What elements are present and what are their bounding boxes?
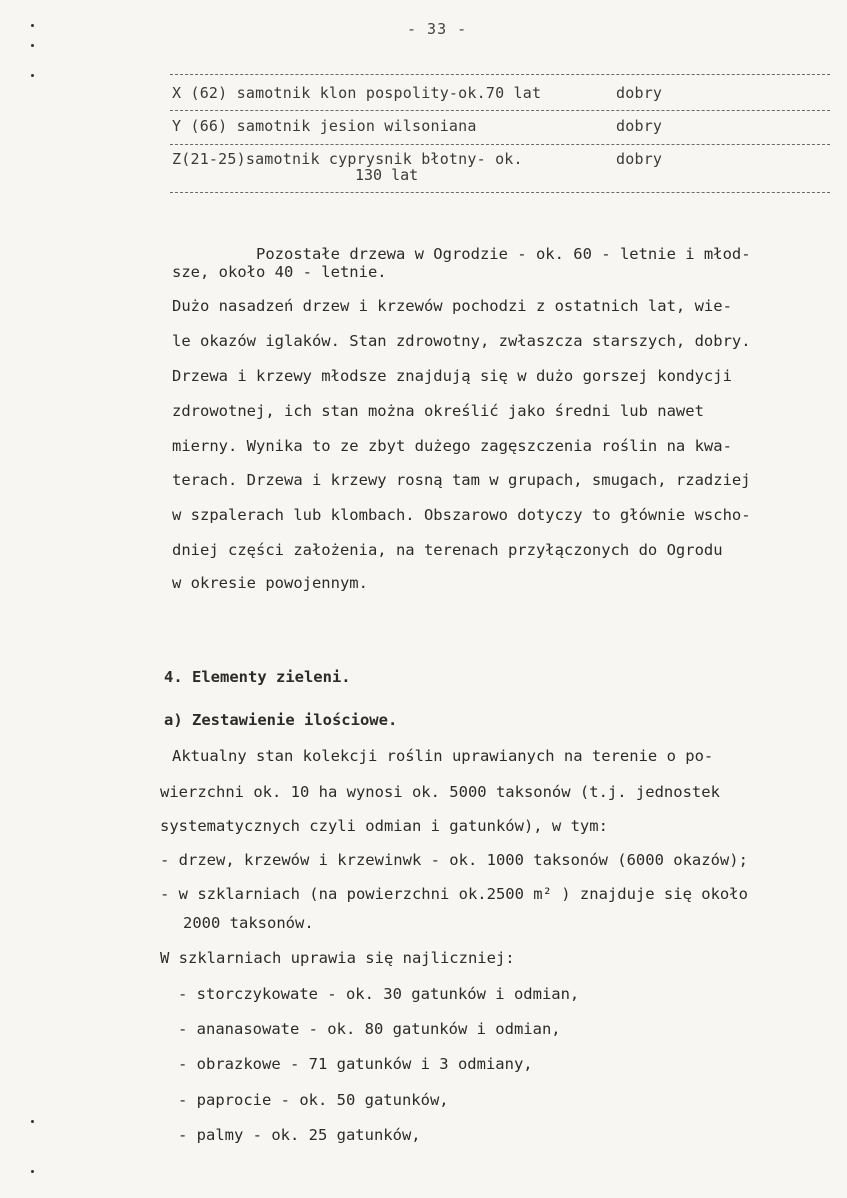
page-number: - 33 -	[407, 20, 468, 38]
table-row-desc-continued: 130 lat	[355, 166, 419, 184]
paragraph-line: W szklarniach uprawia się najliczniej:	[160, 949, 515, 967]
paragraph-line: 2000 taksonów.	[183, 914, 314, 932]
paragraph-line: zdrowotnej, ich stan można określić jako średni lub nawet	[172, 402, 704, 420]
paragraph-line: - w szklarniach (na powierzchni ok.2500 m² ) znajduje się około	[160, 885, 748, 903]
paragraph-line: Pozostałe drzewa w Ogrodzie - ok. 60 - letnie i młod-	[256, 245, 751, 263]
paragraph-line: systematycznych czyli odmian i gatunków), w tym:	[160, 817, 608, 835]
table-row-condition: dobry	[616, 150, 663, 168]
table-row-desc: X (62) samotnik klon pospolity-ok.70 lat	[172, 84, 542, 102]
table-rule	[170, 110, 830, 111]
paragraph-line: Dużo nasadzeń drzew i krzewów pochodzi z ostatnich lat, wie-	[172, 297, 732, 315]
paragraph-line: mierny. Wynika to ze zbyt dużego zagęszczenia roślin na kwa-	[172, 437, 732, 455]
margin-mark	[31, 24, 34, 27]
list-item: - obrazkowe - 71 gatunków i 3 odmiany,	[178, 1055, 533, 1073]
section-heading: 4. Elementy zieleni.	[164, 668, 351, 686]
list-item: - ananasowate - ok. 80 gatunków i odmian,	[178, 1020, 561, 1038]
margin-mark	[31, 1170, 34, 1173]
paragraph-line: Drzewa i krzewy młodsze znajdują się w dużo gorszej kondycji	[172, 367, 732, 385]
paragraph-line: - drzew, krzewów i krzewinwk - ok. 1000 taksonów (6000 okazów);	[160, 851, 748, 869]
table-row-condition: dobry	[616, 84, 663, 102]
list-item: - paprocie - ok. 50 gatunków,	[178, 1091, 449, 1109]
table-rule	[170, 192, 830, 193]
table-row-desc: Y (66) samotnik jesion wilsoniana	[172, 117, 477, 135]
margin-mark	[31, 44, 34, 47]
paragraph-line: le okazów iglaków. Stan zdrowotny, zwłaszcza starszych, dobry.	[172, 332, 751, 350]
paragraph-line: w okresie powojennym.	[172, 574, 368, 592]
margin-mark	[31, 74, 34, 77]
table-row-condition: dobry	[616, 117, 663, 135]
paragraph-line: Aktualny stan kolekcji roślin uprawianych na terenie o po-	[172, 747, 714, 765]
paragraph-line: w szpalerach lub klombach. Obszarowo dotyczy to głównie wscho-	[172, 506, 751, 524]
subsection-heading: a) Zestawienie ilościowe.	[164, 711, 398, 729]
paragraph-line: sze, około 40 - letnie.	[172, 263, 387, 281]
paragraph-line: terach. Drzewa i krzewy rosną tam w grupach, smugach, rzadziej	[172, 471, 751, 489]
table-rule	[170, 144, 830, 145]
list-item: - palmy - ok. 25 gatunków,	[178, 1126, 421, 1144]
paragraph-line: wierzchni ok. 10 ha wynosi ok. 5000 taksonów (t.j. jednostek	[160, 783, 720, 801]
table-rule	[170, 74, 830, 75]
table-row-desc: Z(21-25)samotnik cyprysnik błotny- ok.	[172, 150, 523, 168]
list-item: - storczykowate - ok. 30 gatunków i odmian,	[178, 985, 580, 1003]
margin-mark	[31, 1120, 34, 1123]
paragraph-line: dniej części założenia, na terenach przyłączonych do Ogrodu	[172, 541, 723, 559]
